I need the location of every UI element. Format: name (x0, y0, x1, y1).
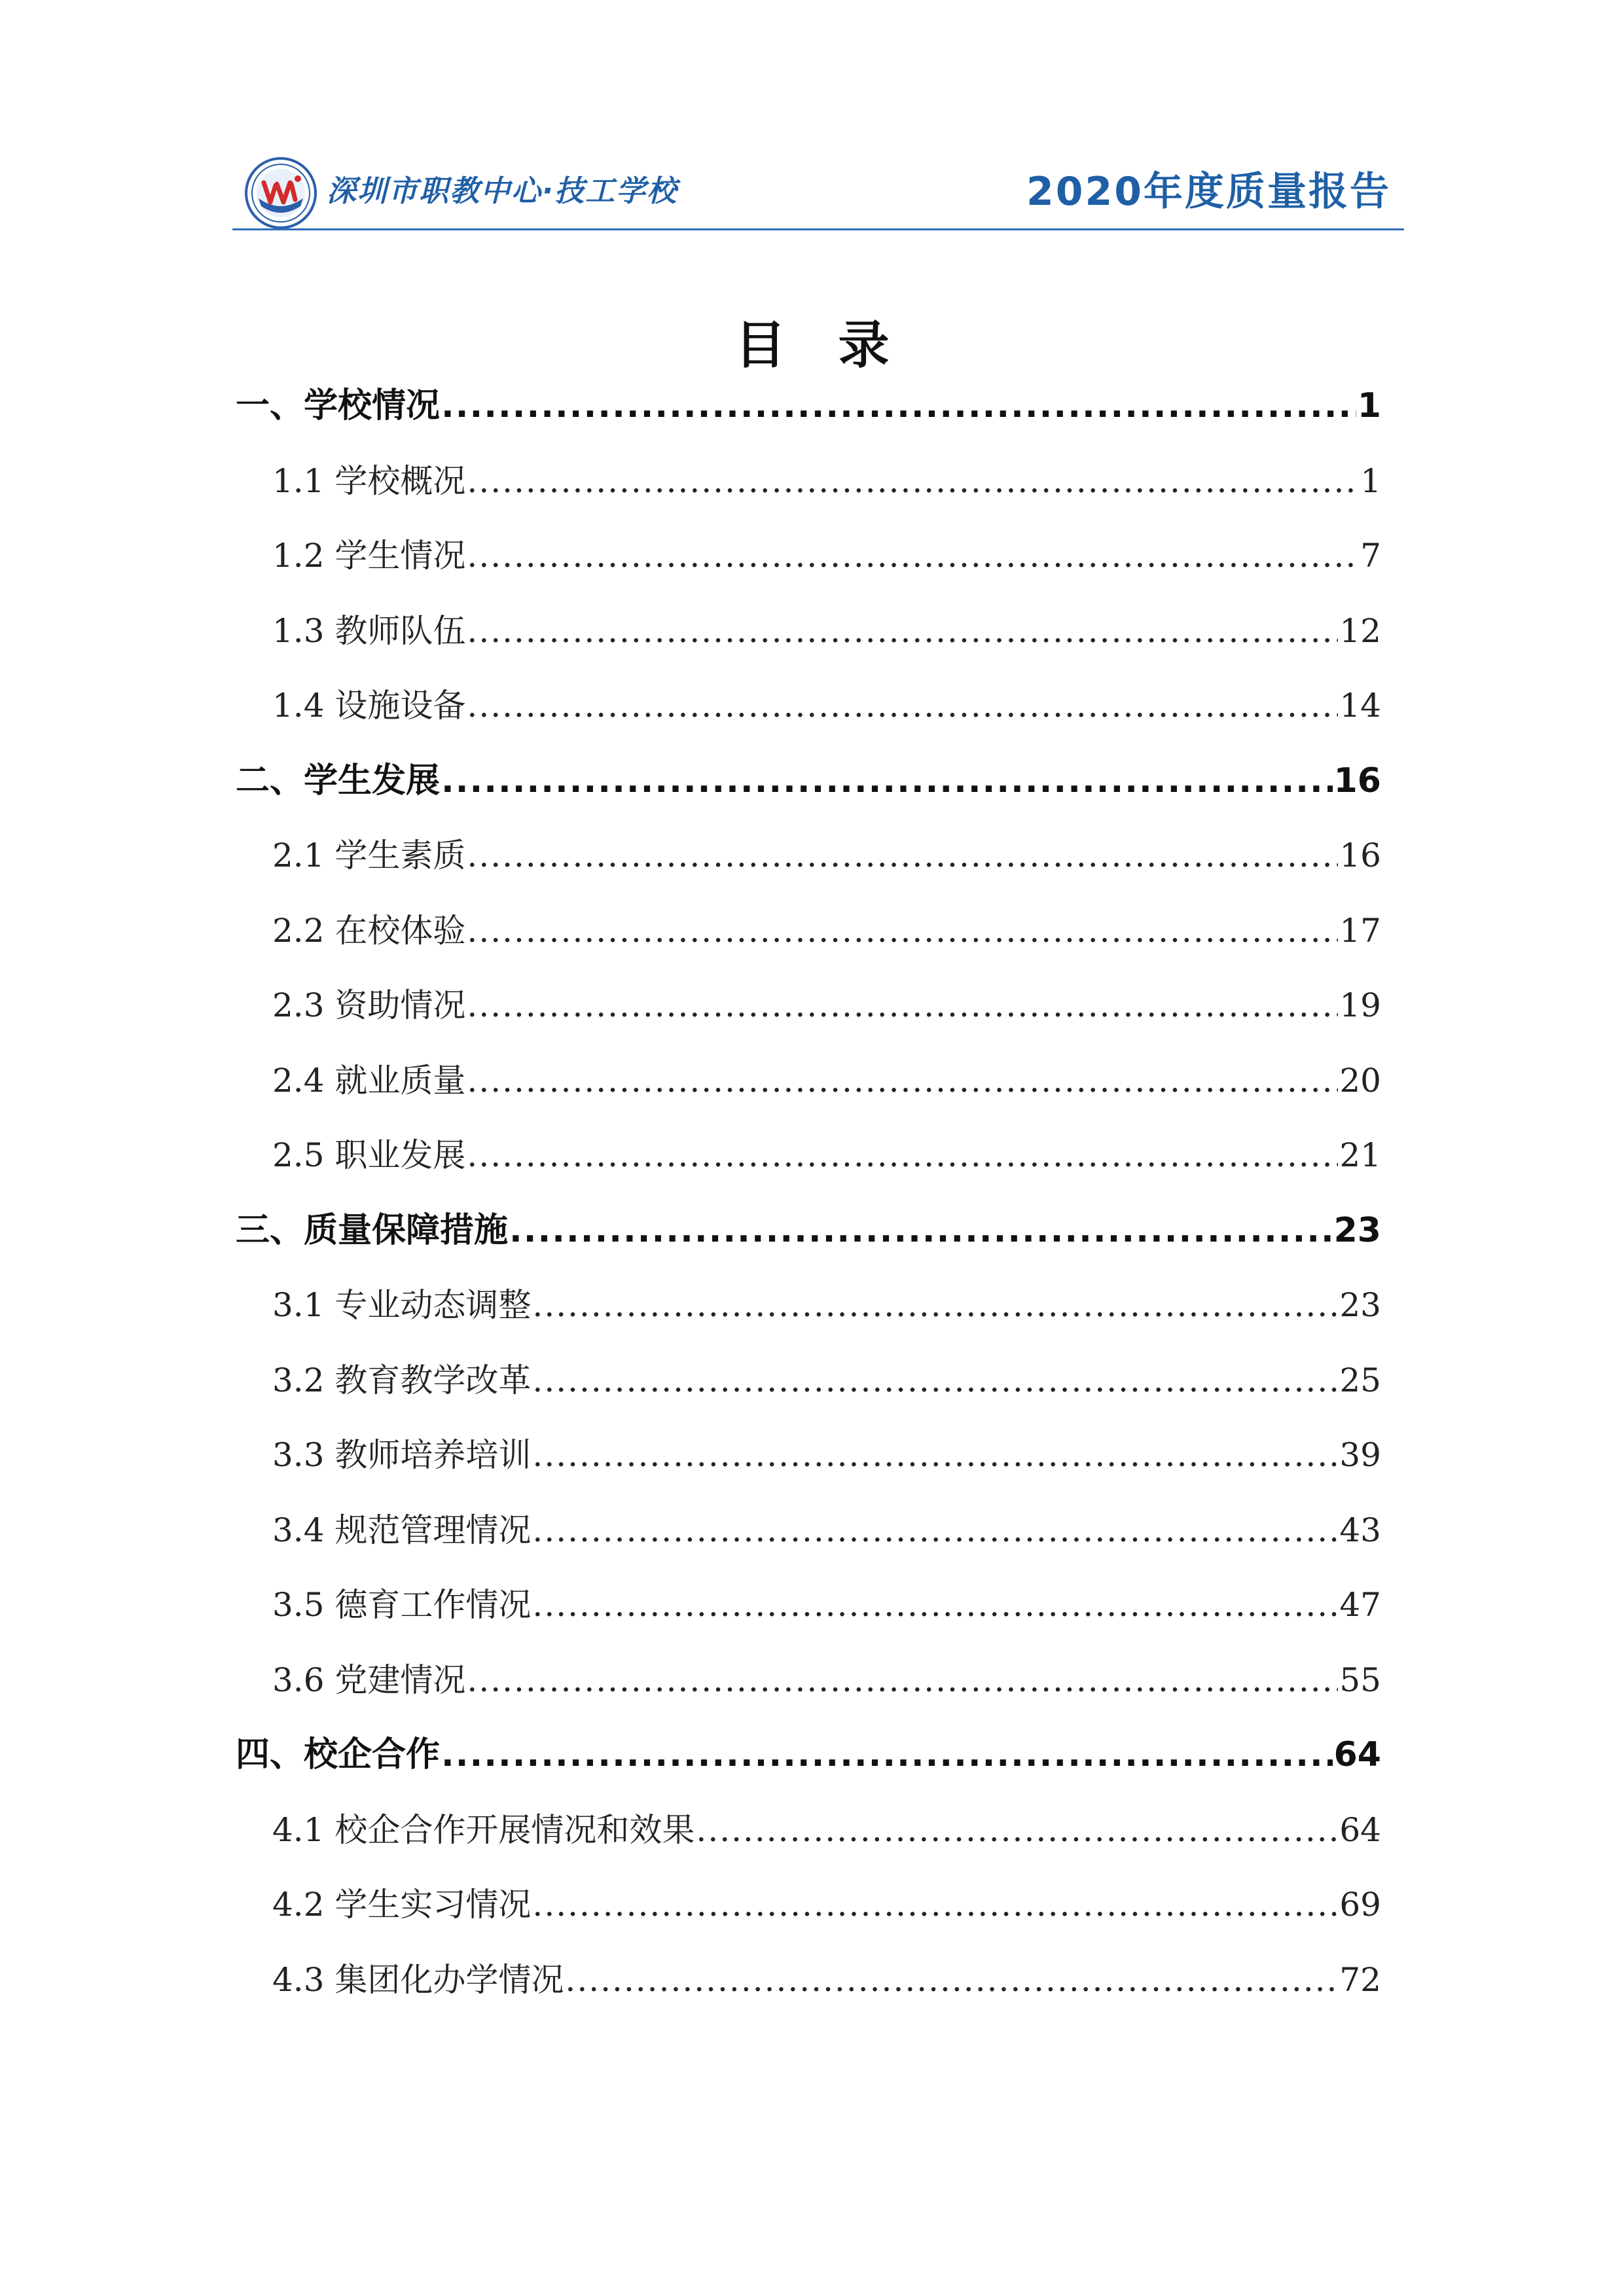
toc-section-page-number: 64 (1333, 1735, 1381, 1774)
dot-leader (467, 679, 1338, 732)
toc-item-page-number: 23 (1339, 1286, 1381, 1324)
dot-leader (467, 905, 1338, 957)
dot-leader (467, 1129, 1338, 1181)
toc-item-label: 1.2 学生情况 (272, 537, 466, 575)
dot-leader (441, 380, 1356, 432)
dot-leader (467, 529, 1359, 582)
toc-item[interactable] (236, 1579, 1381, 1654)
toc-item-page-number: 14 (1339, 687, 1381, 725)
toc-item-page-number: 17 (1339, 911, 1381, 950)
toc-item-page-number: 25 (1339, 1361, 1381, 1399)
report-title: 2020年度质量报告 (1026, 169, 1391, 215)
toc-item-label: 4.2 学生实习情况 (272, 1886, 532, 1924)
dot-leader (532, 1878, 1338, 1931)
dot-leader (441, 1729, 1333, 1781)
toc-item-label: 1.3 教师队伍 (272, 611, 466, 650)
dot-leader (532, 1429, 1338, 1481)
dot-leader (532, 1504, 1338, 1556)
toc-section[interactable] (236, 755, 1381, 830)
toc-section[interactable] (236, 380, 1381, 455)
toc-item-page-number: 69 (1339, 1886, 1381, 1924)
dot-leader (467, 829, 1338, 882)
school-name: 深圳市职教中心·技工学校 (327, 173, 678, 208)
toc-item[interactable] (236, 455, 1381, 530)
toc-section-page-number: 23 (1333, 1210, 1381, 1250)
toc-item-page-number: 21 (1339, 1136, 1381, 1174)
toc-item-label: 2.2 在校体验 (272, 911, 466, 950)
toc-item-page-number: 20 (1339, 1061, 1381, 1100)
toc-item-label: 3.1 专业动态调整 (272, 1286, 532, 1324)
toc-section-label: 三、质量保障措施 (236, 1210, 509, 1250)
toc-item-label: 4.1 校企合作开展情况和效果 (272, 1810, 695, 1849)
dot-leader (532, 1354, 1338, 1407)
dot-leader (509, 1204, 1333, 1257)
dot-leader (467, 1054, 1338, 1107)
dot-leader (467, 605, 1338, 657)
toc-item-label: 2.5 职业发展 (272, 1136, 466, 1174)
toc-item[interactable] (236, 1954, 1381, 2029)
toc-item[interactable] (236, 1878, 1381, 1954)
toc-item-page-number: 47 (1339, 1586, 1381, 1624)
toc-item[interactable] (236, 605, 1381, 680)
toc-item-label: 3.3 教师培养培训 (272, 1436, 532, 1474)
toc-item-page-number: 39 (1339, 1436, 1381, 1474)
toc-section-label: 一、学校情况 (236, 386, 441, 425)
dot-leader (532, 1579, 1338, 1631)
toc-item-label: 3.4 规范管理情况 (272, 1511, 532, 1549)
toc-item[interactable] (236, 1429, 1381, 1504)
toc-section-label: 四、校企合作 (236, 1735, 441, 1774)
toc-item-page-number: 64 (1339, 1810, 1381, 1849)
toc-item-label: 3.5 德育工作情况 (272, 1586, 532, 1624)
header-divider (232, 228, 1404, 230)
dot-leader (467, 1654, 1338, 1706)
toc-section[interactable] (236, 1204, 1381, 1280)
toc-item[interactable] (236, 829, 1381, 905)
toc-item-label: 2.3 资助情况 (272, 986, 466, 1024)
table-of-contents (236, 380, 1381, 2028)
toc-item-label: 3.2 教育教学改革 (272, 1361, 532, 1399)
dot-leader (467, 455, 1359, 507)
toc-item-page-number: 72 (1339, 1960, 1381, 1999)
dot-leader (532, 1279, 1338, 1331)
toc-item-label: 2.4 就业质量 (272, 1061, 466, 1100)
dot-leader (696, 1804, 1338, 1856)
toc-item-label: 3.6 党建情况 (272, 1660, 466, 1699)
dot-leader (441, 755, 1333, 807)
toc-item[interactable] (236, 1504, 1381, 1579)
school-emblem-icon (244, 156, 317, 230)
dot-leader (565, 1954, 1338, 2006)
toc-section[interactable] (236, 1729, 1381, 1804)
toc-item-page-number: 43 (1339, 1511, 1381, 1549)
toc-item-label: 1.4 设施设备 (272, 687, 466, 725)
toc-item-page-number: 7 (1360, 537, 1381, 575)
dot-leader (467, 979, 1338, 1031)
toc-section-page-number: 1 (1357, 386, 1381, 425)
toc-item[interactable] (236, 1804, 1381, 1879)
toc-item[interactable] (236, 1129, 1381, 1204)
toc-item[interactable] (236, 1654, 1381, 1729)
toc-item-page-number: 19 (1339, 986, 1381, 1024)
toc-item-label: 2.1 学生素质 (272, 836, 466, 874)
toc-item-page-number: 1 (1360, 461, 1381, 500)
toc-item[interactable] (236, 679, 1381, 755)
toc-item[interactable] (236, 1054, 1381, 1130)
toc-title: 目录 (734, 316, 942, 375)
toc-item[interactable] (236, 529, 1381, 605)
toc-item-page-number: 55 (1339, 1660, 1381, 1699)
toc-section-page-number: 16 (1333, 761, 1381, 800)
toc-item[interactable] (236, 1354, 1381, 1429)
toc-item[interactable] (236, 905, 1381, 980)
toc-item[interactable] (236, 979, 1381, 1054)
toc-item[interactable] (236, 1279, 1381, 1354)
toc-item-page-number: 12 (1339, 611, 1381, 650)
toc-item-label: 4.3 集团化办学情况 (272, 1960, 564, 1999)
toc-item-page-number: 16 (1339, 836, 1381, 874)
page-header (232, 147, 1404, 230)
toc-section-label: 二、学生发展 (236, 761, 441, 800)
toc-item-label: 1.1 学校概况 (272, 461, 466, 500)
